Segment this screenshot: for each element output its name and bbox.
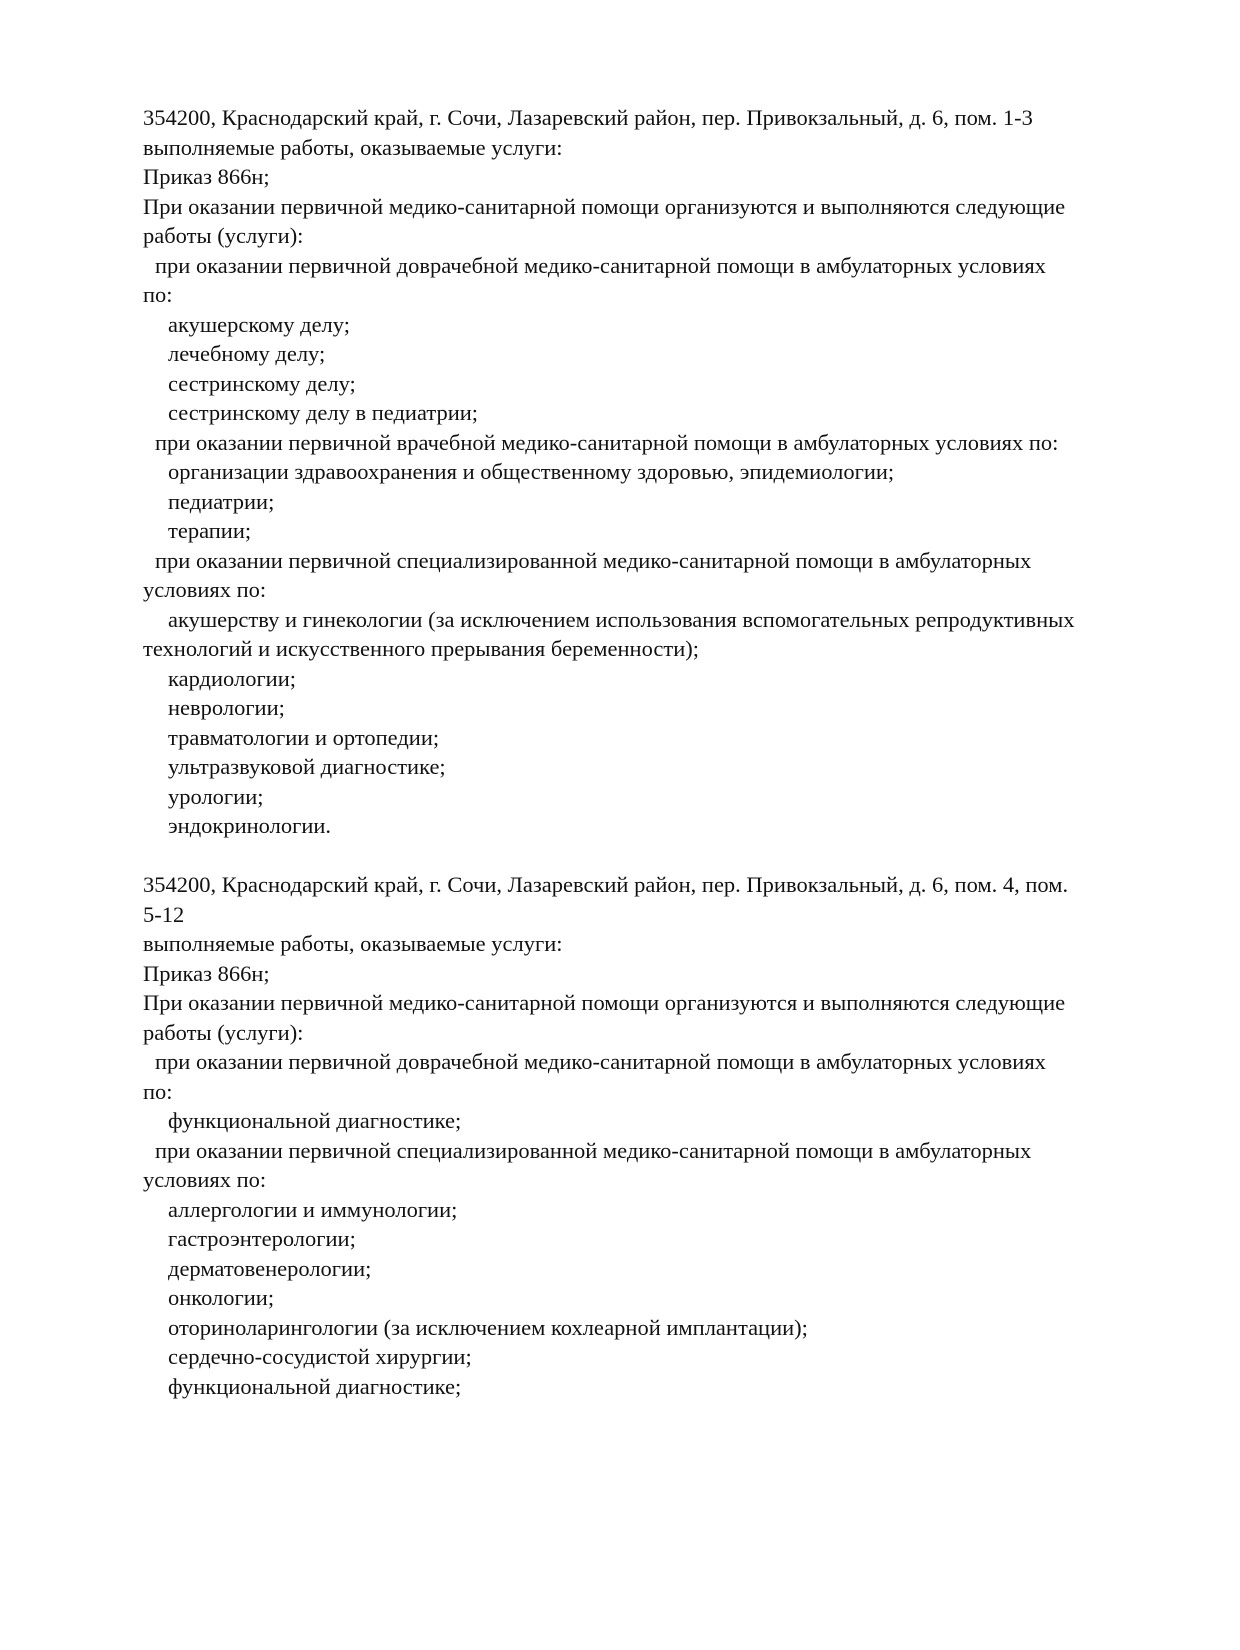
text-line: Приказ 866н; [143,960,270,986]
text-line: условиях по: [143,577,267,602]
service-item: эндокринологии. [168,813,332,838]
care-type-heading: при оказании первичной доврачебной медико-санитарной помощи в амбулаторных условиях [155,1049,1046,1074]
service-item: акушерству и гинекологии (за исключением использования вспомогательных репродуктивных [168,606,1075,632]
service-item: сестринскому делу в педиатрии; [168,400,479,425]
address-section [143,870,1143,1401]
text-line: Приказ 866н; [143,164,270,189]
service-item: лечебному делу; [168,341,326,366]
service-item: сердечно-сосудистой хирургии; [168,1344,472,1369]
service-item: педиатрии; [168,488,275,514]
care-type-heading: при оказании первичной врачебной медико-санитарной помощи в амбулаторных условиях по: [155,429,1059,455]
text-line: При оказании первичной медико-санитарной помощи организуются и выполняются следующие [143,990,1066,1015]
text-line: работы (услуги): [143,223,304,248]
address-section [143,103,1143,841]
service-item: оториноларингологии (за исключением кохлеарной имплантации); [168,1314,808,1340]
service-item: гастроэнтерологии; [168,1226,356,1251]
document-body [143,103,1143,1401]
care-type-heading: при оказании первичной специализированной медико-санитарной помощи в амбулаторных [155,1137,1032,1163]
text-line: выполняемые работы, оказываемые услуги: [143,134,563,160]
text-line: условиях по: [143,1167,267,1192]
address-line: 354200, Краснодарский край, г. Сочи, Лазаревский район, пер. Привокзальный, д. 6, пом. 1-3 [143,105,1033,130]
service-item: дерматовенерологии; [168,1255,372,1281]
section-gap [143,841,1143,871]
address-line: 354200, Краснодарский край, г. Сочи, Лазаревский район, пер. Привокзальный, д. 6, пом. 4, пом. [143,872,1069,897]
text-line: по: [143,282,173,307]
text-line: технологий и искусственного прерывания беременности); [143,636,700,661]
service-item: неврологии; [168,695,285,720]
service-item: урологии; [168,783,264,809]
text-line: работы (услуги): [143,1019,304,1045]
text-line: по: [143,1078,173,1104]
service-item: онкологии; [168,1285,275,1310]
care-type-heading: при оказании первичной специализированной медико-санитарной помощи в амбулаторных [155,547,1032,573]
service-item: терапии; [168,518,252,543]
text-line: выполняемые работы, оказываемые услуги: [143,931,563,956]
service-item: организации здравоохранения и общественному здоровью, эпидемиологии; [168,459,895,484]
service-item: травматологии и ортопедии; [168,724,440,750]
text-line: При оказании первичной медико-санитарной помощи организуются и выполняются следующие [143,193,1066,219]
service-item: сестринскому делу; [168,370,356,396]
service-item: функциональной диагностике; [168,1108,462,1133]
text-line: 5-12 [143,901,185,927]
service-item: кардиологии; [168,665,297,691]
service-item: акушерскому делу; [168,311,350,337]
service-item: ультразвуковой диагностике; [168,754,446,779]
service-item: функциональной диагностике; [168,1373,462,1399]
service-item: аллергологии и иммунологии; [168,1196,458,1222]
care-type-heading: при оказании первичной доврачебной медико-санитарной помощи в амбулаторных условиях [155,252,1046,278]
